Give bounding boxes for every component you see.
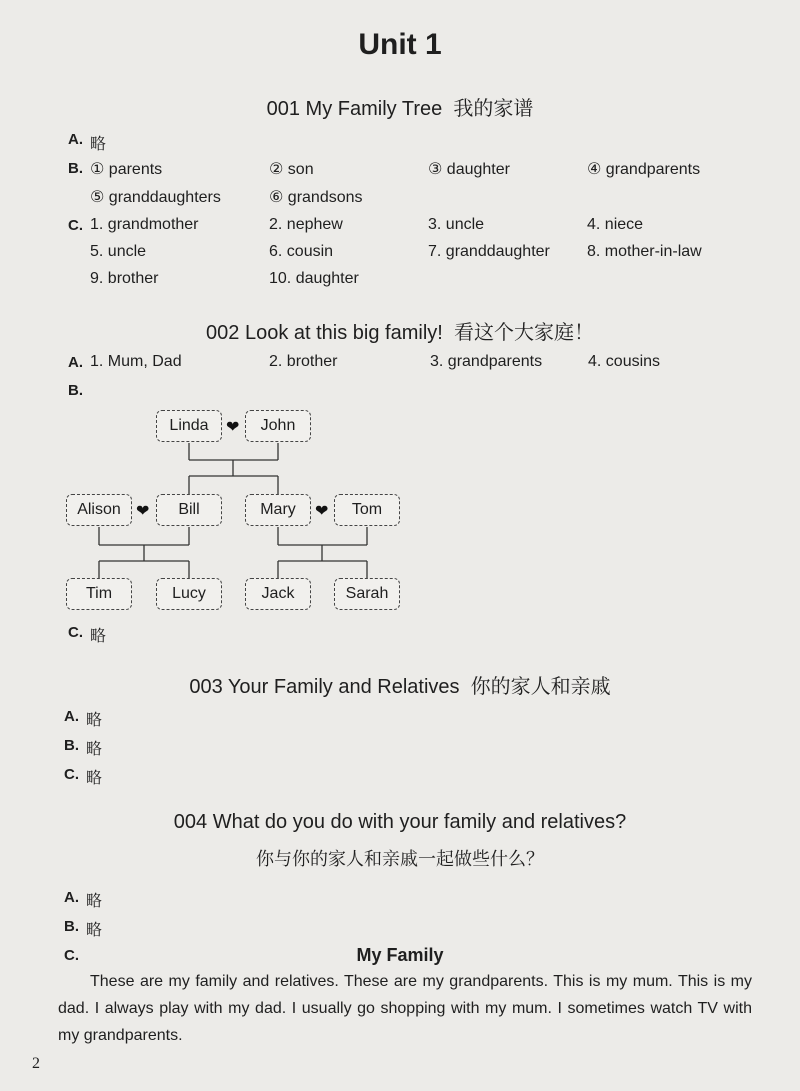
s002-a-item: 2. brother (269, 353, 338, 370)
s001-b-item: ① parents (90, 161, 163, 178)
s001-c-item: 7. granddaughter (428, 243, 550, 260)
section-003-title-cn: 你的家人和亲戚 (470, 674, 611, 698)
s001-b-label: B. (68, 160, 83, 177)
s002-a-item: 1. Mum, Dad (90, 353, 182, 370)
s001-c-label: C. (68, 217, 83, 234)
s002-a-label: A. (68, 354, 83, 371)
s001-c-item: 4. niece (587, 216, 644, 233)
tree-node-tim: Tim (66, 578, 132, 610)
section-004-title-cn: 你与你的家人和亲戚一起做些什么？ (256, 849, 544, 870)
page-number: 2 (32, 1055, 40, 1072)
s002-b-label: B. (68, 382, 83, 399)
s003-b-label: B. (64, 737, 79, 754)
heart-icon: ❤ (136, 503, 150, 520)
essay-paragraph: These are my family and relatives. These are my grandparents. This is my mum. This is my dad. I always play with my dad. I usually go shopping with my mum. I sometimes watch TV with my grandparents. (58, 973, 752, 1044)
tree-node-alison: Alison (66, 494, 132, 526)
s002-a-item: 4. cousins (588, 353, 661, 370)
s001-c-item: 10. daughter (269, 270, 359, 287)
essay-title: My Family (356, 945, 444, 965)
section-003-title: 003 Your Family and Relatives (189, 676, 460, 698)
s004-a-answer: 略 (86, 891, 103, 910)
tree-node-tom: Tom (334, 494, 400, 526)
s001-c-item: 2. nephew (269, 216, 343, 233)
s003-a-answer: 略 (86, 710, 103, 729)
s004-b-answer: 略 (86, 920, 103, 939)
s001-a-answer: 略 (90, 134, 107, 153)
unit-title: Unit 1 (358, 28, 442, 61)
s001-c-item: 8. mother-in-law (587, 243, 702, 260)
s004-b-label: B. (64, 918, 79, 935)
s001-b-item: ⑤ granddaughters (90, 189, 221, 206)
section-004-title: 004 What do you do with your family and relatives? (173, 811, 627, 833)
tree-node-john: John (245, 410, 311, 442)
section-001-title-cn: 我的家谱 (453, 96, 534, 120)
section-003-heading (0, 670, 800, 699)
s001-b-item: ⑥ grandsons (269, 189, 363, 206)
tree-node-jack: Jack (245, 578, 311, 610)
heart-icon: ❤ (315, 503, 329, 520)
section-002-title: 002 Look at this big family! (206, 322, 443, 344)
s003-c-label: C. (64, 766, 79, 783)
s001-b-item: ② son (269, 161, 314, 178)
s001-c-item: 3. uncle (428, 216, 485, 233)
s003-c-answer: 略 (86, 768, 103, 787)
s004-a-label: A. (64, 889, 79, 906)
s002-c-answer: 略 (90, 626, 107, 645)
s003-b-answer: 略 (86, 739, 103, 758)
tree-node-bill: Bill (156, 494, 222, 526)
s004-c-label: C. (64, 947, 79, 964)
tree-node-linda: Linda (156, 410, 222, 442)
s002-c-label: C. (68, 624, 83, 641)
section-002-title-cn: 看这个大家庭！ (453, 320, 594, 344)
section-001-title: 001 My Family Tree (266, 98, 443, 120)
s001-b-item: ④ grandparents (587, 161, 701, 178)
s001-c-item: 9. brother (90, 270, 159, 287)
s001-a-label: A. (68, 131, 83, 148)
s001-c-item: 5. uncle (90, 243, 147, 260)
s001-c-item: 1. grandmother (90, 216, 199, 233)
s003-a-label: A. (64, 708, 79, 725)
tree-node-sarah: Sarah (334, 578, 400, 610)
s002-a-item: 3. grandparents (430, 353, 543, 370)
tree-node-lucy: Lucy (156, 578, 222, 610)
s001-b-item: ③ daughter (428, 161, 510, 178)
s001-c-item: 6. cousin (269, 243, 334, 260)
heart-icon: ❤ (226, 419, 240, 436)
tree-node-mary: Mary (245, 494, 311, 526)
